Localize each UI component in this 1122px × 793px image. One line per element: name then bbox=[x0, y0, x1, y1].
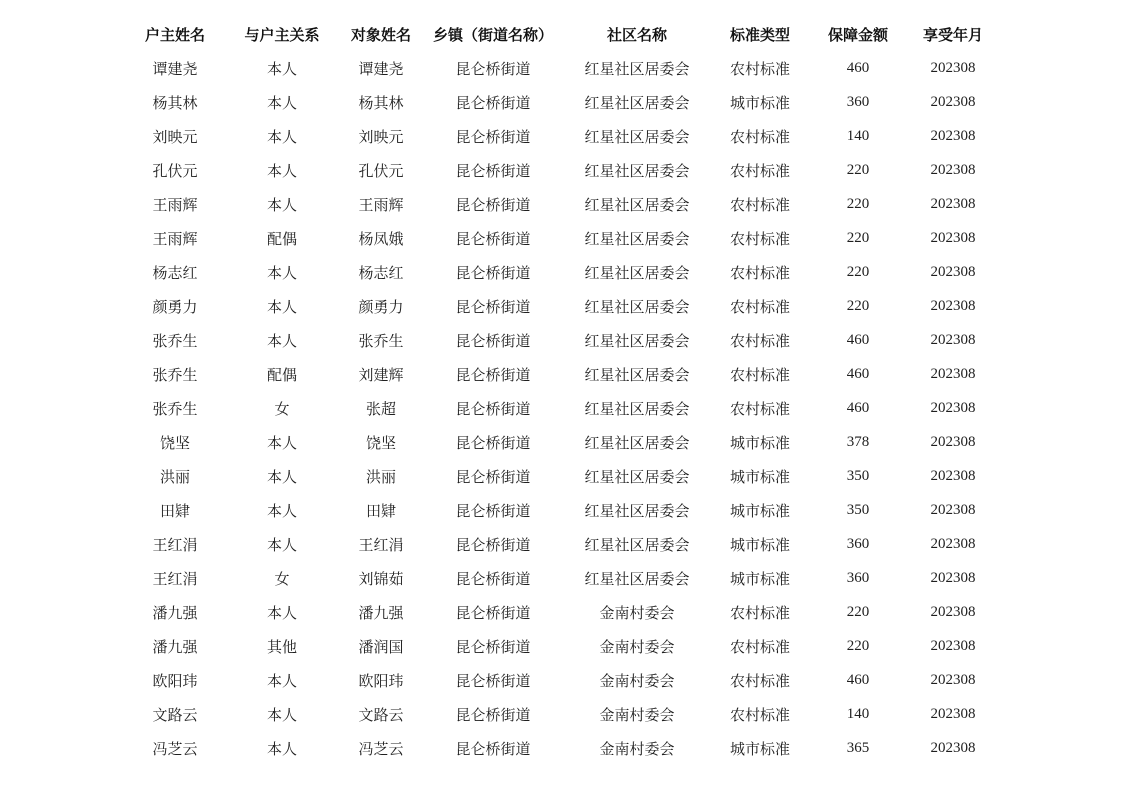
amount-cell: 360 bbox=[846, 569, 870, 586]
header-standard-type: 标准类型 bbox=[729, 25, 790, 44]
township-cell: 昆仑桥街道 bbox=[455, 399, 531, 418]
period-cell: 202308 bbox=[930, 739, 976, 756]
table-row bbox=[126, 663, 1000, 697]
standard-type-cell: 农村标准 bbox=[729, 297, 790, 316]
period-cell: 202308 bbox=[930, 297, 976, 314]
table-body bbox=[126, 51, 1000, 765]
community-cell: 红星社区居委会 bbox=[584, 127, 690, 146]
community-cell: 金南村委会 bbox=[599, 637, 675, 656]
relation-cell: 本人 bbox=[266, 671, 297, 690]
standard-type-cell: 城市标准 bbox=[729, 433, 790, 452]
table-row bbox=[126, 289, 1000, 323]
standard-type-cell: 农村标准 bbox=[729, 365, 790, 384]
amount-cell: 378 bbox=[846, 433, 870, 450]
household-head-cell: 冯芝云 bbox=[152, 739, 198, 758]
table-row bbox=[126, 459, 1000, 493]
amount-cell: 360 bbox=[846, 535, 870, 552]
benefit-roster-table bbox=[126, 17, 1000, 765]
standard-type-cell: 农村标准 bbox=[729, 603, 790, 622]
recipient-name-cell: 文路云 bbox=[358, 705, 404, 724]
community-cell: 金南村委会 bbox=[599, 739, 675, 758]
period-cell: 202308 bbox=[930, 229, 976, 246]
relation-cell: 本人 bbox=[266, 501, 297, 520]
relation-cell: 本人 bbox=[266, 59, 297, 78]
relation-cell: 本人 bbox=[266, 331, 297, 350]
community-cell: 红星社区居委会 bbox=[584, 467, 690, 486]
township-cell: 昆仑桥街道 bbox=[455, 467, 531, 486]
community-cell: 红星社区居委会 bbox=[584, 501, 690, 520]
township-cell: 昆仑桥街道 bbox=[455, 739, 531, 758]
table-row bbox=[126, 595, 1000, 629]
township-cell: 昆仑桥街道 bbox=[455, 433, 531, 452]
township-cell: 昆仑桥街道 bbox=[455, 297, 531, 316]
recipient-name-cell: 王红涓 bbox=[358, 535, 404, 554]
period-cell: 202308 bbox=[930, 467, 976, 484]
household-head-cell: 饶坚 bbox=[159, 433, 190, 452]
recipient-name-cell: 刘映元 bbox=[358, 127, 404, 146]
household-head-cell: 孔伏元 bbox=[152, 161, 198, 180]
recipient-name-cell: 冯芝云 bbox=[358, 739, 404, 758]
township-cell: 昆仑桥街道 bbox=[455, 59, 531, 78]
relation-cell: 本人 bbox=[266, 705, 297, 724]
amount-cell: 140 bbox=[846, 127, 870, 144]
period-cell: 202308 bbox=[930, 59, 976, 76]
township-cell: 昆仑桥街道 bbox=[455, 705, 531, 724]
household-head-cell: 王红涓 bbox=[152, 535, 198, 554]
header-amount: 保障金额 bbox=[827, 25, 888, 44]
recipient-name-cell: 杨凤娥 bbox=[358, 229, 404, 248]
recipient-name-cell: 杨其林 bbox=[358, 93, 404, 112]
relation-cell: 本人 bbox=[266, 467, 297, 486]
relation-cell: 本人 bbox=[266, 603, 297, 622]
table-row bbox=[126, 391, 1000, 425]
table-row bbox=[126, 51, 1000, 85]
community-cell: 红星社区居委会 bbox=[584, 229, 690, 248]
township-cell: 昆仑桥街道 bbox=[455, 365, 531, 384]
household-head-cell: 田肄 bbox=[159, 501, 190, 520]
recipient-name-cell: 颜勇力 bbox=[358, 297, 404, 316]
standard-type-cell: 农村标准 bbox=[729, 263, 790, 282]
community-cell: 红星社区居委会 bbox=[584, 195, 690, 214]
amount-cell: 220 bbox=[846, 263, 870, 280]
amount-cell: 460 bbox=[846, 365, 870, 382]
community-cell: 金南村委会 bbox=[599, 671, 675, 690]
period-cell: 202308 bbox=[930, 705, 976, 722]
header-community: 社区名称 bbox=[606, 25, 667, 44]
household-head-cell: 张乔生 bbox=[152, 331, 198, 350]
table-row bbox=[126, 357, 1000, 391]
relation-cell: 女 bbox=[274, 569, 290, 588]
period-cell: 202308 bbox=[930, 569, 976, 586]
period-cell: 202308 bbox=[930, 161, 976, 178]
standard-type-cell: 农村标准 bbox=[729, 331, 790, 350]
relation-cell: 配偶 bbox=[266, 365, 297, 384]
household-head-cell: 文路云 bbox=[152, 705, 198, 724]
township-cell: 昆仑桥街道 bbox=[455, 637, 531, 656]
relation-cell: 本人 bbox=[266, 433, 297, 452]
table-row bbox=[126, 255, 1000, 289]
table-row bbox=[126, 697, 1000, 731]
table-header-row bbox=[126, 17, 1000, 51]
amount-cell: 360 bbox=[846, 93, 870, 110]
community-cell: 红星社区居委会 bbox=[584, 569, 690, 588]
standard-type-cell: 农村标准 bbox=[729, 229, 790, 248]
recipient-name-cell: 孔伏元 bbox=[358, 161, 404, 180]
recipient-name-cell: 田肄 bbox=[365, 501, 396, 520]
standard-type-cell: 农村标准 bbox=[729, 399, 790, 418]
relation-cell: 本人 bbox=[266, 195, 297, 214]
relation-cell: 本人 bbox=[266, 263, 297, 282]
household-head-cell: 张乔生 bbox=[152, 399, 198, 418]
table-row bbox=[126, 323, 1000, 357]
household-head-cell: 颜勇力 bbox=[152, 297, 198, 316]
period-cell: 202308 bbox=[930, 671, 976, 688]
township-cell: 昆仑桥街道 bbox=[455, 535, 531, 554]
table-row bbox=[126, 561, 1000, 595]
table-row bbox=[126, 221, 1000, 255]
household-head-cell: 欧阳玮 bbox=[152, 671, 198, 690]
table-row bbox=[126, 153, 1000, 187]
table-row bbox=[126, 187, 1000, 221]
standard-type-cell: 农村标准 bbox=[729, 671, 790, 690]
period-cell: 202308 bbox=[930, 127, 976, 144]
relation-cell: 女 bbox=[274, 399, 290, 418]
township-cell: 昆仑桥街道 bbox=[455, 331, 531, 350]
recipient-name-cell: 杨志红 bbox=[358, 263, 404, 282]
amount-cell: 460 bbox=[846, 331, 870, 348]
table-row bbox=[126, 425, 1000, 459]
relation-cell: 本人 bbox=[266, 127, 297, 146]
standard-type-cell: 农村标准 bbox=[729, 127, 790, 146]
standard-type-cell: 城市标准 bbox=[729, 501, 790, 520]
recipient-name-cell: 潘九强 bbox=[358, 603, 404, 622]
community-cell: 红星社区居委会 bbox=[584, 93, 690, 112]
period-cell: 202308 bbox=[930, 195, 976, 212]
period-cell: 202308 bbox=[930, 535, 976, 552]
township-cell: 昆仑桥街道 bbox=[455, 501, 531, 520]
table-row bbox=[126, 119, 1000, 153]
amount-cell: 220 bbox=[846, 195, 870, 212]
township-cell: 昆仑桥街道 bbox=[455, 569, 531, 588]
header-period: 享受年月 bbox=[922, 25, 983, 44]
recipient-name-cell: 刘建辉 bbox=[358, 365, 404, 384]
community-cell: 红星社区居委会 bbox=[584, 59, 690, 78]
amount-cell: 365 bbox=[846, 739, 870, 756]
standard-type-cell: 城市标准 bbox=[729, 569, 790, 588]
household-head-cell: 杨志红 bbox=[152, 263, 198, 282]
amount-cell: 220 bbox=[846, 603, 870, 620]
amount-cell: 140 bbox=[846, 705, 870, 722]
table-row bbox=[126, 527, 1000, 561]
township-cell: 昆仑桥街道 bbox=[455, 161, 531, 180]
standard-type-cell: 农村标准 bbox=[729, 195, 790, 214]
standard-type-cell: 农村标准 bbox=[729, 161, 790, 180]
table-row bbox=[126, 629, 1000, 663]
township-cell: 昆仑桥街道 bbox=[455, 671, 531, 690]
relation-cell: 配偶 bbox=[266, 229, 297, 248]
standard-type-cell: 城市标准 bbox=[729, 535, 790, 554]
recipient-name-cell: 谭建尧 bbox=[358, 59, 404, 78]
header-household-head: 户主姓名 bbox=[144, 25, 205, 44]
township-cell: 昆仑桥街道 bbox=[455, 263, 531, 282]
township-cell: 昆仑桥街道 bbox=[455, 229, 531, 248]
standard-type-cell: 城市标准 bbox=[729, 739, 790, 758]
recipient-name-cell: 王雨辉 bbox=[358, 195, 404, 214]
period-cell: 202308 bbox=[930, 331, 976, 348]
standard-type-cell: 农村标准 bbox=[729, 705, 790, 724]
relation-cell: 本人 bbox=[266, 93, 297, 112]
community-cell: 红星社区居委会 bbox=[584, 297, 690, 316]
recipient-name-cell: 洪丽 bbox=[365, 467, 396, 486]
period-cell: 202308 bbox=[930, 365, 976, 382]
table-row bbox=[126, 85, 1000, 119]
community-cell: 红星社区居委会 bbox=[584, 433, 690, 452]
household-head-cell: 王红涓 bbox=[152, 569, 198, 588]
standard-type-cell: 城市标准 bbox=[729, 467, 790, 486]
relation-cell: 本人 bbox=[266, 297, 297, 316]
amount-cell: 220 bbox=[846, 637, 870, 654]
household-head-cell: 王雨辉 bbox=[152, 229, 198, 248]
period-cell: 202308 bbox=[930, 93, 976, 110]
recipient-name-cell: 张超 bbox=[365, 399, 396, 418]
township-cell: 昆仑桥街道 bbox=[455, 127, 531, 146]
township-cell: 昆仑桥街道 bbox=[455, 195, 531, 214]
amount-cell: 460 bbox=[846, 59, 870, 76]
period-cell: 202308 bbox=[930, 501, 976, 518]
household-head-cell: 杨其林 bbox=[152, 93, 198, 112]
household-head-cell: 张乔生 bbox=[152, 365, 198, 384]
community-cell: 红星社区居委会 bbox=[584, 161, 690, 180]
household-head-cell: 洪丽 bbox=[159, 467, 190, 486]
township-cell: 昆仑桥街道 bbox=[455, 93, 531, 112]
table-row bbox=[126, 493, 1000, 527]
household-head-cell: 潘九强 bbox=[152, 603, 198, 622]
household-head-cell: 潘九强 bbox=[152, 637, 198, 656]
amount-cell: 220 bbox=[846, 297, 870, 314]
community-cell: 红星社区居委会 bbox=[584, 399, 690, 418]
period-cell: 202308 bbox=[930, 263, 976, 280]
relation-cell: 本人 bbox=[266, 535, 297, 554]
standard-type-cell: 农村标准 bbox=[729, 637, 790, 656]
header-recipient-name: 对象姓名 bbox=[350, 25, 411, 44]
header-relation: 与户主关系 bbox=[244, 25, 320, 44]
recipient-name-cell: 潘润国 bbox=[358, 637, 404, 656]
relation-cell: 本人 bbox=[266, 739, 297, 758]
amount-cell: 350 bbox=[846, 467, 870, 484]
period-cell: 202308 bbox=[930, 603, 976, 620]
community-cell: 红星社区居委会 bbox=[584, 535, 690, 554]
community-cell: 红星社区居委会 bbox=[584, 365, 690, 384]
household-head-cell: 刘映元 bbox=[152, 127, 198, 146]
community-cell: 红星社区居委会 bbox=[584, 263, 690, 282]
period-cell: 202308 bbox=[930, 637, 976, 654]
community-cell: 金南村委会 bbox=[599, 603, 675, 622]
recipient-name-cell: 刘锦茹 bbox=[358, 569, 404, 588]
amount-cell: 460 bbox=[846, 671, 870, 688]
table-row bbox=[126, 731, 1000, 765]
recipient-name-cell: 饶坚 bbox=[365, 433, 396, 452]
community-cell: 红星社区居委会 bbox=[584, 331, 690, 350]
period-cell: 202308 bbox=[930, 399, 976, 416]
amount-cell: 350 bbox=[846, 501, 870, 518]
recipient-name-cell: 欧阳玮 bbox=[358, 671, 404, 690]
relation-cell: 本人 bbox=[266, 161, 297, 180]
recipient-name-cell: 张乔生 bbox=[358, 331, 404, 350]
amount-cell: 460 bbox=[846, 399, 870, 416]
amount-cell: 220 bbox=[846, 229, 870, 246]
community-cell: 金南村委会 bbox=[599, 705, 675, 724]
township-cell: 昆仑桥街道 bbox=[455, 603, 531, 622]
period-cell: 202308 bbox=[930, 433, 976, 450]
relation-cell: 其他 bbox=[266, 637, 297, 656]
header-township: 乡镇（街道名称） bbox=[432, 25, 553, 44]
amount-cell: 220 bbox=[846, 161, 870, 178]
standard-type-cell: 农村标准 bbox=[729, 59, 790, 78]
standard-type-cell: 城市标准 bbox=[729, 93, 790, 112]
household-head-cell: 王雨辉 bbox=[152, 195, 198, 214]
household-head-cell: 谭建尧 bbox=[152, 59, 198, 78]
